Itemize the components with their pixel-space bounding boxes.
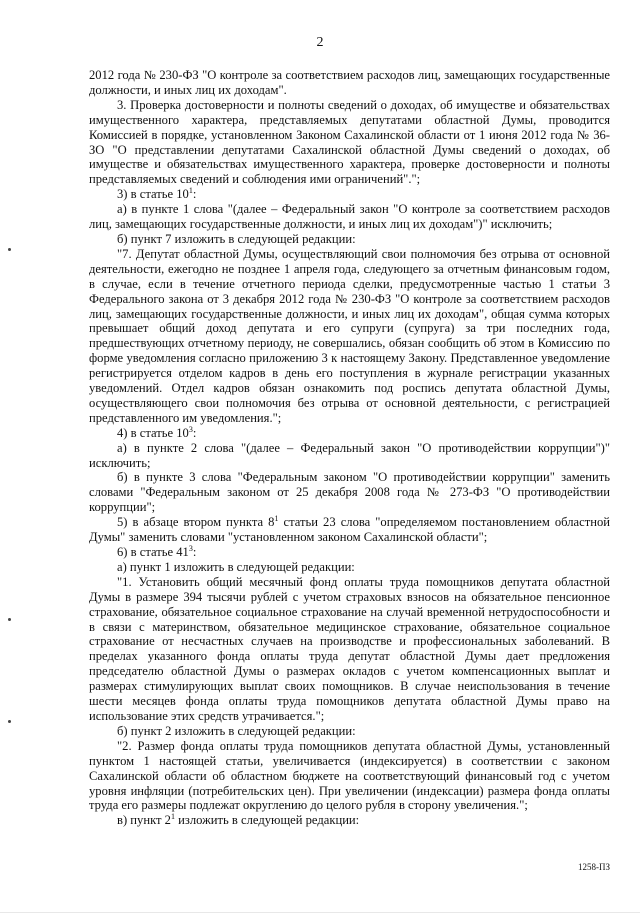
text-run: "2. Размер фонда оплаты труда помощников депутата областной Думы, установленный пунктом 1 настоящей статьи, увеличивается (индексируется) в соответствии с законом Сахалинской области об областном бюджете на соответствующий финансовый год с учетом уровня инфляции (потребительских цен). При увеличении (индексации) размера фонда оплаты труда его размеры подлежат округлению до целого рубля в сторону увеличения."; (89, 738, 610, 813)
paragraph (89, 724, 610, 739)
text-run: б) в пункте 3 слова "Федеральным законом "О противодействии коррупции" заменить словами "Федеральным законом от 25 декабря 2008 года № 273-ФЗ "О противодействии коррупции"; (89, 470, 610, 515)
text-run: 5) в абзаце втором пункта 8 (117, 515, 275, 530)
text-run: а) пункт 1 изложить в следующей редакции: (117, 559, 355, 574)
text-run: 4) в статье 10 (117, 425, 189, 440)
paragraph (89, 187, 610, 202)
paragraph (89, 98, 610, 187)
paragraph (89, 515, 610, 545)
scan-speck (8, 618, 11, 621)
paragraph (89, 739, 610, 814)
superscript: 1 (170, 812, 175, 822)
text-run: изложить в следующей редакции: (174, 813, 360, 828)
paragraph (89, 441, 610, 471)
text-run: : (192, 187, 197, 202)
paragraph (89, 470, 610, 515)
paragraph (89, 560, 610, 575)
text-run: б) пункт 7 изложить в следующей редакции: (117, 231, 356, 246)
text-run: 6) в статье 41 (117, 545, 189, 559)
superscript: 1 (188, 186, 193, 196)
paragraph (89, 68, 610, 98)
paragraph (89, 545, 610, 560)
text-run: 3) в статье 10 (117, 187, 189, 202)
text-run: а) в пункте 2 слова "(далее – Федеральный закон "О противодействии коррупции")" исключить; (89, 440, 610, 470)
text-run: а) в пункте 1 слова "(далее – Федеральный закон "О контроле за соответствием расходов лиц, замещающих государственные должности, и иных лиц их доходам")" исключить; (89, 202, 610, 232)
paragraph (89, 575, 610, 724)
text-run: 3. Проверка достоверности и полноты сведений о доходах, об имуществе и обязательствах имущественного характера, представляемых депутатами областной Думы, проводится Комиссией в порядке, установленном Законом Сахалинской области от 1 июня 2012 года № 36-ЗО "О представлении депутатами Сахалинской областной Думы сведений о доходах, об имуществе и обязательствах имущественного характера, проверке достоверности и полноты представляемых сведений и соблюдения ими ограничений"."; (89, 97, 610, 187)
superscript: 1 (274, 514, 279, 524)
text-run: "1. Установить общий месячный фонд оплаты труда помощников депутата областной Думы в размере 394 тысячи рублей с учетом страховых взносов на обязательное пенсионное страхование, обязательное социальное страхование на случай временной нетрудоспособности и в связи с материнством, обязательное медицинское страхование, обязательное социальное страхование от несчастных случаев на производстве и профессиональных заболеваний. В пределах указанного фонда оплаты труда депутат областной Думы дает предложения председателю областной Думы о размерах окладов с учетом компенсационных выплат и размерах стимулирующих выплат своих помощников. В случае неиспользования в течение шести месяцев фонда оплаты труда помощников депутата областной Думы право на использование этих средств утрачивается."; (89, 574, 610, 723)
text-run: : (192, 545, 197, 559)
paragraph (89, 426, 610, 441)
paragraph (89, 813, 610, 828)
paragraph (89, 232, 610, 247)
paragraph (89, 247, 610, 426)
scan-speck (8, 720, 11, 723)
superscript: 3 (188, 424, 193, 434)
text-run: б) пункт 2 изложить в следующей редакции: (117, 723, 356, 738)
paragraph (89, 202, 610, 232)
text-run: : (192, 425, 197, 440)
text-run: в) пункт 2 (117, 813, 171, 828)
page-edge (0, 912, 640, 913)
page-number: 2 (316, 35, 324, 50)
text-run: статьи 23 слова "определяемом постановлением областной Думы" заменить словами "установленном законом Сахалинской области"; (89, 515, 610, 545)
superscript: 3 (188, 544, 193, 553)
text-run: "7. Депутат областной Думы, осуществляющий свои полномочия без отрыва от основной деятельности, ежегодно не позднее 1 апреля года, следующего за отчетным финансовым годом, в случае, если в течение отчетного периода сделки, предусмотренные частью 1 статьи 3 Федерального закона от 3 декабря 2012 года № 230-ФЗ "О контроле за соответствием расходов лиц, замещающих государственные должности, и иных лиц их доходам", общая сумма которых превышает общий доход депутата и его супруги (супруга) за три последних года, предшествующих отчетному периоду, не совершались, обязан сообщить об этом в Комиссию по форме уведомления согласно приложению 3 к настоящему Закону. Представленное уведомление регистрируется отделом кадров в день его поступления в журнале регистрации указанных уведомлений. Отдел кадров обязан ознакомить под роспись депутата областной Думы, осуществляющего свои полномочия без отрыва от основной деятельности, с регистрацией представленного им уведомления."; (89, 246, 610, 425)
document-code: 1258-ПЗ (577, 862, 610, 872)
scan-speck (8, 248, 11, 251)
document-body (89, 68, 610, 828)
text-run: 2012 года № 230-ФЗ "О контроле за соответствием расходов лиц, замещающих государственные должности, и иных лиц их доходам". (89, 68, 610, 97)
